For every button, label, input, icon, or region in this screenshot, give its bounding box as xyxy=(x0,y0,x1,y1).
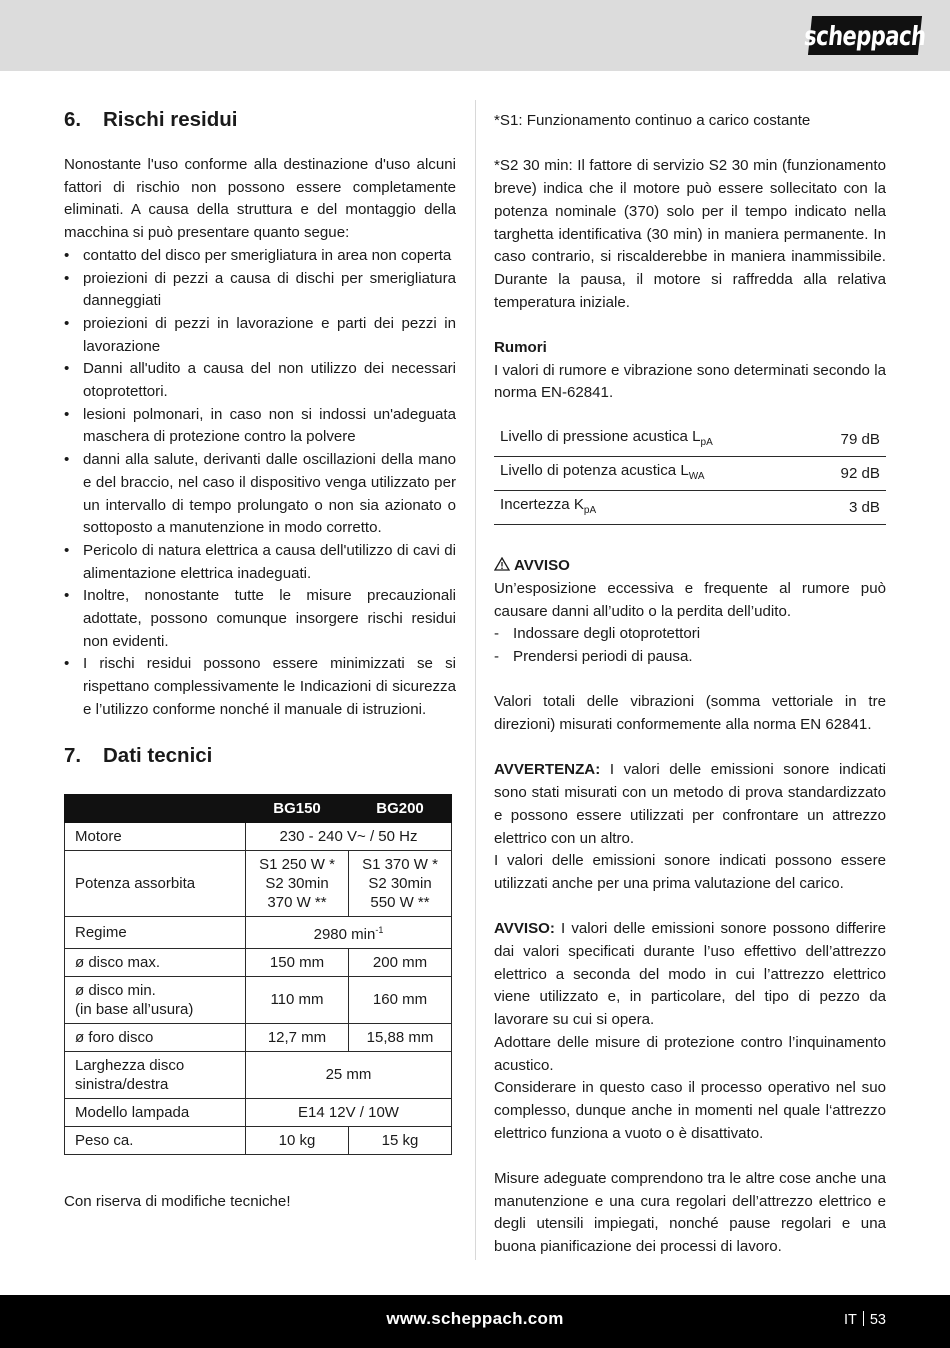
table-row: ø disco min. (in base all’usura) 110 mm 160 mm xyxy=(65,976,452,1023)
risk-list xyxy=(64,245,456,722)
footer-band xyxy=(0,1295,950,1348)
avvertenza-text: AVVERTENZA: I valori delle emissioni sonore indicati sono stati misurati con un metodo di prova standardizzato e possono essere utilizzati per confrontare un attrezzo elettrico con un altro. xyxy=(494,761,886,847)
table-row: Larghezza disco sinistra/destra 25 mm xyxy=(65,1051,452,1098)
section-7-title: 7. Dati tecnici xyxy=(64,743,213,767)
avviso-list xyxy=(494,623,886,668)
avviso2-text-2: Adottare delle misure di protezione contro l’inquinamento acustico. xyxy=(494,1033,886,1074)
list-item: - Prendersi periodi di pausa. xyxy=(494,646,886,669)
separator xyxy=(863,1311,864,1326)
table-row: Incertezza $K_{pA}$ 3 dB xyxy=(494,491,886,525)
rumori-heading: Rumori xyxy=(494,339,547,356)
vibration-text: Valori totali delle vibrazioni (somma vettoriale in tre direzioni) misurati conformemente alla norma EN 62841. xyxy=(494,693,886,734)
list-item: • I rischi residui possono essere minimizzati se si rispettano complessivamente le Indicazioni di sicurezza e l’utilizzo conforme nonché il manuale di istruzioni. xyxy=(64,653,456,721)
left-column xyxy=(64,108,456,1213)
section-6-title: 6. Rischi residui xyxy=(64,108,238,131)
footnote: Con riserva di modifiche tecniche! xyxy=(64,1192,291,1210)
avvertenza-text-2: I valori delle emissioni sonore indicati possono essere utilizzati anche per una prima valutazione del carico. xyxy=(494,852,886,892)
column-divider xyxy=(475,100,476,1260)
table-row: ø disco max. 150 mm 200 mm xyxy=(65,948,452,976)
noise-table xyxy=(494,423,886,525)
footer-url[interactable]: www.scheppach.com xyxy=(386,1309,564,1328)
list-item: • Inoltre, nonostante tutte le misure precauzionali adottate, possono comunque insorgere rischi residui non evidenti. xyxy=(64,585,456,653)
table-row: ø foro disco 12,7 mm 15,88 mm xyxy=(65,1023,452,1051)
table-row: Livello di pressione acustica $L_{pA}$ 79 dB xyxy=(494,423,886,457)
list-item: - Indossare degli otoprotettori xyxy=(494,623,886,646)
list-item: • proiezioni di pezzi a causa di dischi per smerigliatura danneggiati xyxy=(64,268,456,313)
misure-text: Misure adeguate comprendono tra le altre cose anche una manutenzione e una cura regolari dell’attrezzo elettrico e degli utensili impiegati, nonché pause regolari e una buona pianificazione dei processi di lavoro. xyxy=(494,1170,886,1256)
table-row: Potenza assorbita S1 250 W * S2 30min 370 W ** S1 370 W * S2 30min 550 W ** xyxy=(65,850,452,916)
list-item: • danni alla salute, derivanti dalle oscillazioni della mano e del braccio, nel caso il dispositivo venga utilizzato per un intervallo di tempo prolungato o non sia azionato o sottoposto a manutenzione in modo corretto. xyxy=(64,449,456,540)
s1-note: *S1: Funzionamento continuo a carico costante xyxy=(494,112,811,129)
section-6-intro: Nonostante l'uso conforme alla destinazione d'uso alcuni fattori di rischio non possono essere completamente eliminati. A causa della struttura e del montaggio della macchina si può presentare quanto segue: xyxy=(64,156,456,242)
list-item: • proiezioni di pezzi in lavorazione e parti dei pezzi in lavorazione xyxy=(64,313,456,358)
rumori-text: I valori di rumore e vibrazione sono determinati secondo la norma EN-62841. xyxy=(494,361,886,402)
avviso-heading: AVVISO xyxy=(494,555,886,578)
avviso2-text: AVVISO: I valori delle emissioni sonore possono differire dai valori specificati durante l’uso effettivo dell’attrezzo elettrico a seconda del modo in cui l’attrezzo elettrico viene utilizzato e, in particolare, del tipo di pezzo da lavorare su cui si opera. xyxy=(494,920,886,1029)
tech-data-table xyxy=(64,794,452,1155)
table-row: Motore 230 - 240 V~ / 50 Hz xyxy=(65,822,452,850)
scheppach-logo: scheppach xyxy=(808,16,922,55)
table-row: Modello lampada E14 12V / 10W xyxy=(65,1098,452,1126)
list-item: • lesioni polmonari, in caso non si indossi un'adeguata maschera di protezione contro la polvere xyxy=(64,404,456,449)
avviso2-text-3: Considerare in questo caso il processo operativo nel suo complesso, dunque anche in momenti nel quale l‘attrezzo elettrico funziona a vuoto o è disattivato. xyxy=(494,1079,886,1142)
right-column xyxy=(494,108,886,1259)
list-item: • Pericolo di natura elettrica a causa dell'utilizzo di cavi di alimentazione elettrica inadeguati. xyxy=(64,540,456,585)
table-row: Livello di potenza acustica $L_{WA}$ 92 dB xyxy=(494,457,886,491)
table-row: Peso ca. 10 kg 15 kg xyxy=(65,1126,452,1154)
table-row: Regime 2980 $\min^{-1}$ xyxy=(65,916,452,948)
table-header-row: BG150 BG200 xyxy=(65,794,452,822)
page-number: IT 53 xyxy=(843,1312,886,1328)
list-item: • contatto del disco per smerigliatura in area non coperta xyxy=(64,245,456,268)
list-item: • Danni all'udito a causa del non utilizzo dei necessari otoprotettori. xyxy=(64,358,456,403)
warning-icon xyxy=(494,557,510,571)
avviso-text: Un’esposizione eccessiva e frequente al rumore può causare danni all’udito o la perdita dell’udito. xyxy=(494,579,886,620)
s2-note: *S2 30 min: Il fattore di servizio S2 30 min (funzionamento breve) indica che il motore può essere sollecitato con la potenza nominale (370) solo per il tempo indicato nella targhetta identificativa (30 min) in maniera permanente. In caso contrario, si riscalderebbe in maniera inammissibile. Durante la pausa, il motore si raffredda alla relativa temperatura iniziale. xyxy=(494,157,886,311)
